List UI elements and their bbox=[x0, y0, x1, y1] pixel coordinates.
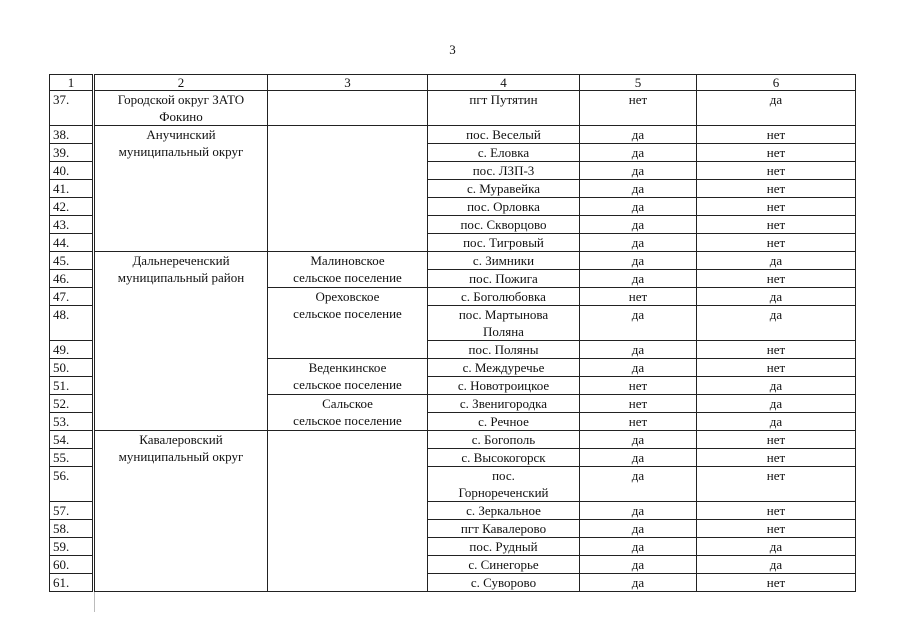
column-6-value: нет bbox=[697, 198, 856, 216]
column-5-value: да bbox=[580, 270, 697, 288]
row-number: 39. bbox=[50, 144, 94, 162]
row-number: 50. bbox=[50, 359, 94, 377]
column-6-value: да bbox=[697, 377, 856, 395]
column-5-value: да bbox=[580, 216, 697, 234]
column-6-value: да bbox=[697, 556, 856, 574]
settlement-name: Веденкинское сельское поселение bbox=[268, 359, 428, 395]
column-6-value: нет bbox=[697, 162, 856, 180]
row-number: 60. bbox=[50, 556, 94, 574]
column-6-value: нет bbox=[697, 359, 856, 377]
column-5-value: да bbox=[580, 252, 697, 270]
margin-line bbox=[94, 592, 95, 612]
column-header-1: 1 bbox=[50, 75, 94, 91]
settlement-name bbox=[268, 91, 428, 126]
locality-name: с. Муравейка bbox=[428, 180, 580, 198]
column-6-value: да bbox=[697, 91, 856, 126]
row-number: 48. bbox=[50, 306, 94, 341]
locality-name: с. Междуречье bbox=[428, 359, 580, 377]
row-number: 41. bbox=[50, 180, 94, 198]
locality-name: пос. Рудный bbox=[428, 538, 580, 556]
column-6-value: да bbox=[697, 252, 856, 270]
column-5-value: да bbox=[580, 234, 697, 252]
row-number: 56. bbox=[50, 467, 94, 502]
column-5-value: да bbox=[580, 449, 697, 467]
locality-name: с. Зеркальное bbox=[428, 502, 580, 520]
table-row bbox=[50, 91, 856, 126]
table-row bbox=[50, 431, 856, 449]
row-number: 37. bbox=[50, 91, 94, 126]
locality-name: с. Зимники bbox=[428, 252, 580, 270]
locality-name: пос. Скворцово bbox=[428, 216, 580, 234]
column-6-value: нет bbox=[697, 449, 856, 467]
settlement-name bbox=[268, 126, 428, 252]
table-row bbox=[50, 252, 856, 270]
column-5-value: нет bbox=[580, 413, 697, 431]
locality-name: пос. Горнореченский bbox=[428, 467, 580, 502]
column-6-value: да bbox=[697, 288, 856, 306]
district-name: Дальнереченский муниципальный район bbox=[94, 252, 268, 431]
column-5-value: да bbox=[580, 574, 697, 592]
row-number: 49. bbox=[50, 341, 94, 359]
column-5-value: нет bbox=[580, 288, 697, 306]
column-5-value: нет bbox=[580, 377, 697, 395]
row-number: 42. bbox=[50, 198, 94, 216]
column-header-5: 5 bbox=[580, 75, 697, 91]
locality-name: пос. Мартынова Поляна bbox=[428, 306, 580, 341]
column-5-value: да bbox=[580, 306, 697, 341]
row-number: 54. bbox=[50, 431, 94, 449]
row-number: 43. bbox=[50, 216, 94, 234]
locality-name: пос. Пожига bbox=[428, 270, 580, 288]
column-6-value: нет bbox=[697, 502, 856, 520]
row-number: 45. bbox=[50, 252, 94, 270]
column-6-value: нет bbox=[697, 520, 856, 538]
column-5-value: да bbox=[580, 180, 697, 198]
column-5-value: да bbox=[580, 359, 697, 377]
column-6-value: нет bbox=[697, 180, 856, 198]
table-row bbox=[50, 126, 856, 144]
row-number: 51. bbox=[50, 377, 94, 395]
locality-name: с. Звенигородка bbox=[428, 395, 580, 413]
row-number: 52. bbox=[50, 395, 94, 413]
column-5-value: да bbox=[580, 538, 697, 556]
column-5-value: да bbox=[580, 467, 697, 502]
settlement-name bbox=[268, 431, 428, 592]
column-6-value: нет bbox=[697, 467, 856, 502]
settlement-name: Малиновское сельское поселение bbox=[268, 252, 428, 288]
column-6-value: нет bbox=[697, 234, 856, 252]
column-5-value: да bbox=[580, 126, 697, 144]
locality-name: с. Синегорье bbox=[428, 556, 580, 574]
row-number: 47. bbox=[50, 288, 94, 306]
column-5-value: да bbox=[580, 162, 697, 180]
column-6-value: нет bbox=[697, 270, 856, 288]
column-5-value: да bbox=[580, 144, 697, 162]
column-6-value: да bbox=[697, 538, 856, 556]
locality-name: пос. ЛЗП-3 bbox=[428, 162, 580, 180]
district-name: Анучинский муниципальный округ bbox=[94, 126, 268, 252]
row-number: 46. bbox=[50, 270, 94, 288]
locality-name: пос. Тигровый bbox=[428, 234, 580, 252]
locality-name: пос. Веселый bbox=[428, 126, 580, 144]
column-6-value: да bbox=[697, 413, 856, 431]
locality-name: с. Боголюбовка bbox=[428, 288, 580, 306]
column-5-value: да bbox=[580, 556, 697, 574]
column-5-value: да bbox=[580, 431, 697, 449]
column-6-value: да bbox=[697, 395, 856, 413]
column-5-value: да bbox=[580, 520, 697, 538]
column-6-value: нет bbox=[697, 431, 856, 449]
table-header-row bbox=[50, 75, 856, 91]
row-number: 55. bbox=[50, 449, 94, 467]
column-6-value: нет bbox=[697, 216, 856, 234]
row-number: 38. bbox=[50, 126, 94, 144]
settlement-name: Сальское сельское поселение bbox=[268, 395, 428, 431]
column-5-value: нет bbox=[580, 91, 697, 126]
locality-name: с. Высокогорск bbox=[428, 449, 580, 467]
district-name: Кавалеровский муниципальный округ bbox=[94, 431, 268, 592]
column-5-value: нет bbox=[580, 395, 697, 413]
locality-name: с. Суворово bbox=[428, 574, 580, 592]
locality-name: с. Речное bbox=[428, 413, 580, 431]
settlement-name: Ореховское сельское поселение bbox=[268, 288, 428, 359]
district-name: Городской округ ЗАТО Фокино bbox=[94, 91, 268, 126]
column-6-value: нет bbox=[697, 144, 856, 162]
column-header-3: 3 bbox=[268, 75, 428, 91]
column-6-value: нет bbox=[697, 574, 856, 592]
settlements-table bbox=[49, 74, 856, 592]
row-number: 44. bbox=[50, 234, 94, 252]
locality-name: с. Новотроицкое bbox=[428, 377, 580, 395]
column-5-value: да bbox=[580, 341, 697, 359]
row-number: 61. bbox=[50, 574, 94, 592]
column-header-2: 2 bbox=[94, 75, 268, 91]
column-6-value: нет bbox=[697, 341, 856, 359]
row-number: 59. bbox=[50, 538, 94, 556]
locality-name: с. Еловка bbox=[428, 144, 580, 162]
row-number: 53. bbox=[50, 413, 94, 431]
column-5-value: да bbox=[580, 502, 697, 520]
row-number: 57. bbox=[50, 502, 94, 520]
column-6-value: да bbox=[697, 306, 856, 341]
column-5-value: да bbox=[580, 198, 697, 216]
column-6-value: нет bbox=[697, 126, 856, 144]
locality-name: с. Богополь bbox=[428, 431, 580, 449]
row-number: 58. bbox=[50, 520, 94, 538]
locality-name: пос. Поляны bbox=[428, 341, 580, 359]
column-header-4: 4 bbox=[428, 75, 580, 91]
locality-name: пгт Кавалерово bbox=[428, 520, 580, 538]
locality-name: пгт Путятин bbox=[428, 91, 580, 126]
column-header-6: 6 bbox=[697, 75, 856, 91]
page-number: 3 bbox=[449, 42, 456, 57]
row-number: 40. bbox=[50, 162, 94, 180]
locality-name: пос. Орловка bbox=[428, 198, 580, 216]
